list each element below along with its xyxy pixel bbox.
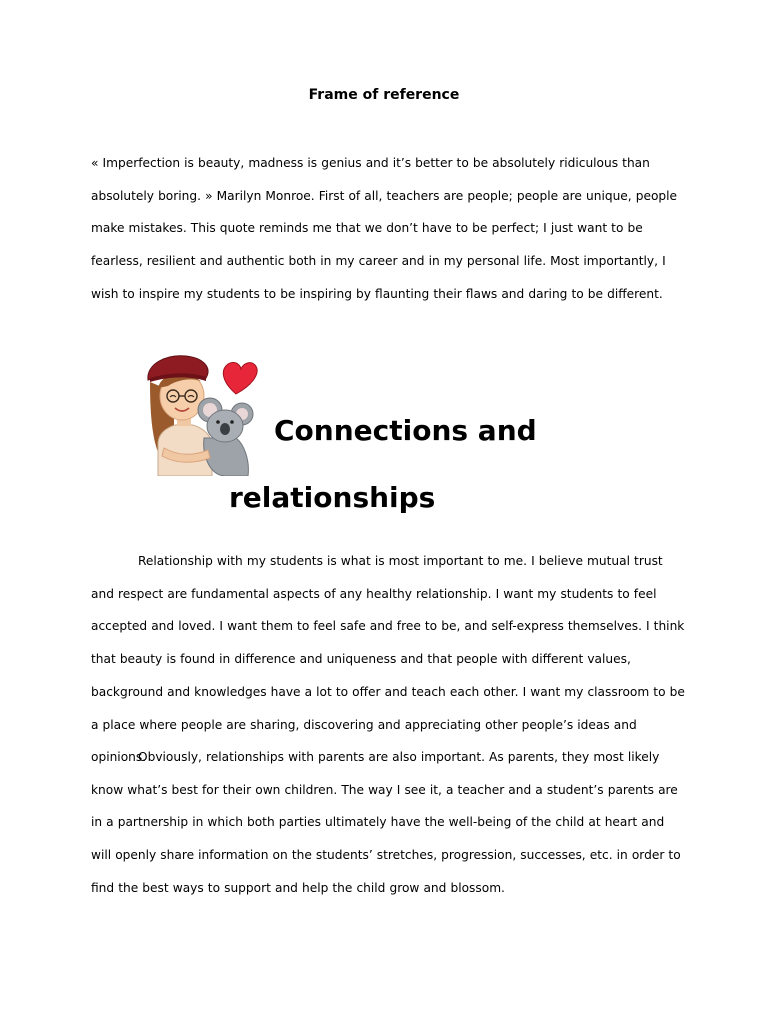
section-heading-line-2: relationships: [229, 481, 436, 514]
page-title: Frame of reference: [308, 87, 460, 103]
relationships-paragraph-students: Relationship with my students is what is most important to me. I believe mutual trust and respect are fundamental aspects of any healthy relationship. I want my students to feel accepted and loved. I want them to feel safe and free to be, and self-express themselves. I think that beauty is found in difference and uniqueness and that people with different values, background and knowledges have a lot to offer and teach each other. I want my classroom to be a place where people are sharing, discovering and appreciating other people’s ideas and opinions.: [91, 554, 685, 765]
heart-icon: [223, 362, 257, 394]
bitmoji-koala-hug-image: [144, 352, 260, 476]
section-heading-line-1: Connections and: [274, 414, 537, 447]
relationships-paragraph-parents: Obviously, relationships with parents are also important. As parents, they most likely know what’s best for their own children. The way I see it, a teacher and a student’s parents are in a partnership in which both parties ultimately have the well-being of the child at heart and will openly share information on the students’ stretches, progression, successes, etc. in order to find the best ways to support and help the child grow and blossom.: [91, 750, 681, 895]
intro-paragraph: « Imperfection is beauty, madness is genius and it’s better to be absolutely ridiculous than absolutely boring. » Marilyn Monroe. First of all, teachers are people; people are unique, people make mistakes. This quote reminds me that we don’t have to be perfect; I just want to be fearless, resilient and authentic both in my career and in my personal life. Most importantly, I wish to inspire my students to be inspiring by flaunting their flaws and daring to be different.: [91, 156, 678, 301]
